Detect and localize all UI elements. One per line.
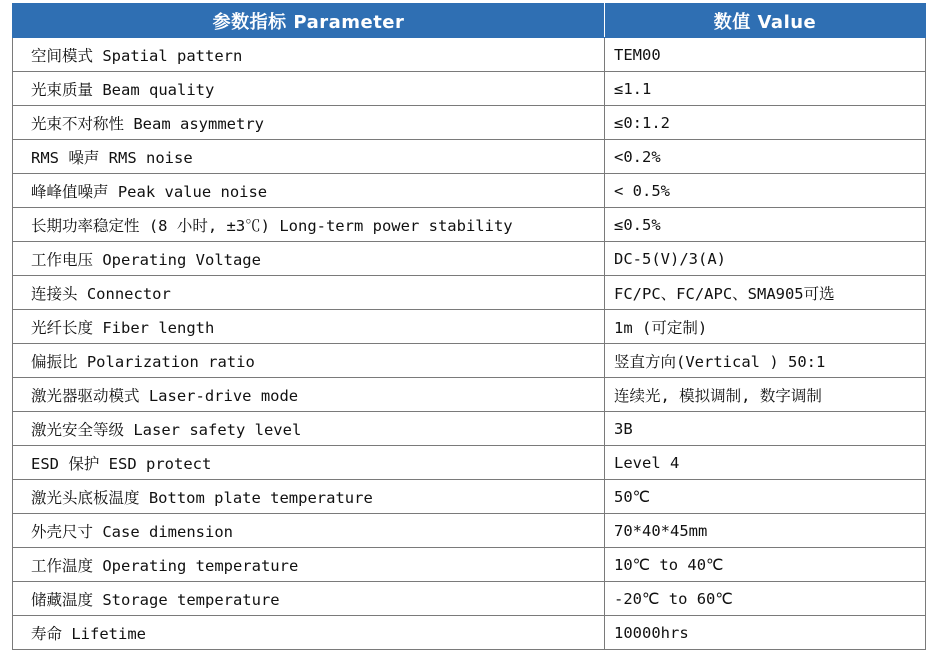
parameter-cell: 空间模式 Spatial pattern [13,38,605,72]
parameter-cell: 光束不对称性 Beam asymmetry [13,106,605,140]
parameter-column-header: 参数指标 Parameter [13,4,605,38]
value-cell: 10℃ to 40℃ [605,548,926,582]
parameter-cell: 峰峰值噪声 Peak value noise [13,174,605,208]
parameter-cell: 工作电压 Operating Voltage [13,242,605,276]
value-cell: FC/PC、FC/APC、SMA905可选 [605,276,926,310]
value-cell: ≤0:1.2 [605,106,926,140]
parameter-cell: 寿命 Lifetime [13,616,605,650]
table-row [13,72,926,106]
value-cell: < 0.5% [605,174,926,208]
value-cell: 70*40*45mm [605,514,926,548]
value-cell: Level 4 [605,446,926,480]
table-row [13,412,926,446]
value-cell: -20℃ to 60℃ [605,582,926,616]
table-row [13,140,926,174]
table-row [13,174,926,208]
table-header-row [13,4,926,38]
table-row [13,480,926,514]
parameter-cell: 长期功率稳定性 (8 小时, ±3℃) Long-term power stability [13,208,605,242]
table-row [13,276,926,310]
value-cell: DC-5(V)/3(A) [605,242,926,276]
table-row [13,310,926,344]
table-row [13,38,926,72]
value-cell: 10000hrs [605,616,926,650]
value-column-header: 数值 Value [605,4,926,38]
value-cell: 3B [605,412,926,446]
parameter-cell: 工作温度 Operating temperature [13,548,605,582]
spec-table [12,3,926,650]
spec-table-body [13,38,926,650]
table-row [13,582,926,616]
parameter-cell: 偏振比 Polarization ratio [13,344,605,378]
value-cell: 50℃ [605,480,926,514]
parameter-cell: 光束质量 Beam quality [13,72,605,106]
parameter-cell: 激光安全等级 Laser safety level [13,412,605,446]
value-cell: <0.2% [605,140,926,174]
parameter-cell: 激光头底板温度 Bottom plate temperature [13,480,605,514]
table-row [13,616,926,650]
value-cell: TEM00 [605,38,926,72]
value-cell: ≤0.5% [605,208,926,242]
table-row [13,106,926,140]
value-cell: ≤1.1 [605,72,926,106]
table-row [13,514,926,548]
table-row [13,344,926,378]
parameter-cell: 连接头 Connector [13,276,605,310]
value-cell: 竖直方向(Vertical ) 50:1 [605,344,926,378]
parameter-cell: 外壳尺寸 Case dimension [13,514,605,548]
parameter-cell: 激光器驱动模式 Laser-drive mode [13,378,605,412]
table-row [13,242,926,276]
table-row [13,208,926,242]
value-cell: 1m (可定制) [605,310,926,344]
parameter-cell: RMS 噪声 RMS noise [13,140,605,174]
table-row [13,378,926,412]
parameter-cell: ESD 保护 ESD protect [13,446,605,480]
table-row [13,446,926,480]
parameter-cell: 储藏温度 Storage temperature [13,582,605,616]
table-row [13,548,926,582]
value-cell: 连续光, 模拟调制, 数字调制 [605,378,926,412]
parameter-cell: 光纤长度 Fiber length [13,310,605,344]
